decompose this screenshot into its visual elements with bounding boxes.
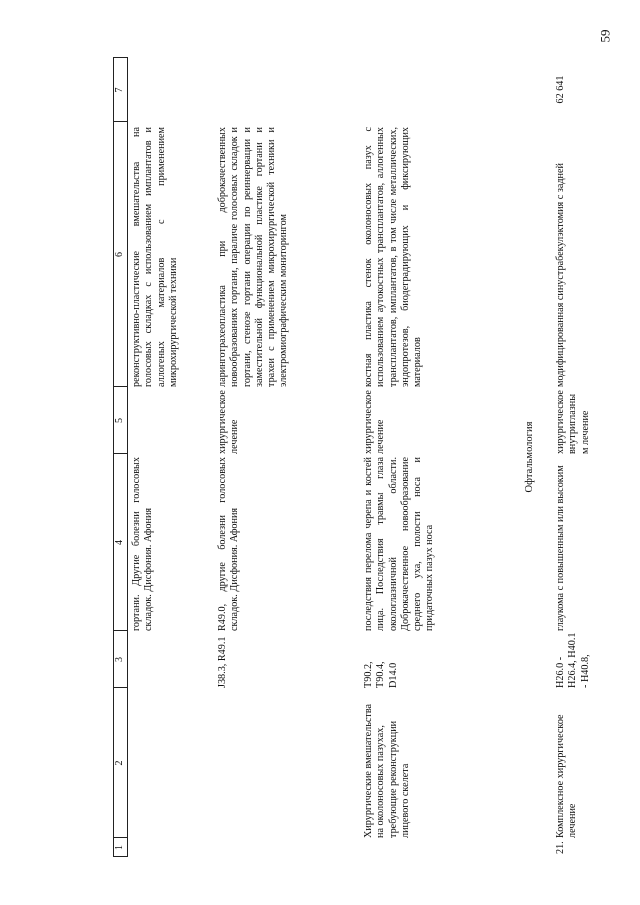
row0-method: реконструктивно-пластические вмешательства на голосовых складках с использованием имплантатов и аллогеных материалов с применением микрохирургической техники [131, 127, 179, 387]
row3-cost: 62 641 [555, 75, 566, 104]
row2-diagnosis: последствия перелома черепа и костей лица. Последствия травмы глаза окологлазничной области. Доброкачественное новообразование среднего уха, полости носа и придаточных пазух носа [363, 457, 436, 631]
page-number: 59 [597, 29, 613, 43]
header-col-2: 2 [114, 760, 125, 766]
header-bottom-rule [127, 57, 128, 857]
row3-method: модифицированная синустрабекулэктомия с задней [555, 163, 566, 387]
row3-treatment: хирургическое внутриглазным лечение [555, 390, 591, 454]
row1-method: ларинготрахеопластика при доброкачественных новообразованиях гортани, параличе голосовых складок и гортани, стенозе гортани операции по реиннервации и заместительной функциональной пластике гортани и трахеи с применением микрохирургической техники и электромиографическим мониторингом [217, 127, 290, 387]
row3-number: 21. [555, 841, 566, 854]
table-sheet [113, 57, 607, 857]
row0-diagnosis: гортани. Другие болезни голосовых складок. Дисфония. Афония [131, 457, 155, 631]
row2-intervention: Хирургические вмешательства на околоносовых пазухах, требующие реконструкции лицевого скелета [363, 703, 411, 838]
row2-codes: Т90.2, Т90.4, D14.0 [363, 661, 399, 688]
header-col-7: 7 [114, 87, 125, 93]
row1-codes: J38.3, R49.1 [217, 636, 228, 688]
row3-diagnosis: глаукома с повышенным или высоким [555, 465, 566, 631]
row3-codes: Н26.0 - Н26.4, Н40.1 - Н40.8, [555, 632, 591, 688]
row3-intervention: Комплексное хирургическое лечение [555, 714, 579, 838]
row2-method: костная пластика стенок околоносовых пазух с использованием аутокостных трансплантатов, аллогенных трансплантатов, имплантатов, в том числе металлических, эндопротезов, биодеградирующих и фиксирующих материалов [363, 127, 424, 387]
row2-treatment: хирургическое лечение [363, 390, 387, 454]
header-col-6: 6 [114, 252, 125, 257]
section-heading: Офтальмология [524, 421, 535, 493]
header-col-5: 5 [114, 418, 125, 423]
header-col-3: 3 [114, 657, 125, 662]
header-col-1: 1 [114, 845, 125, 850]
row1-diagnosis: R49.0, другие болезни голосовых складок. Дисфония. Афония [217, 457, 241, 631]
header-col-4: 4 [114, 540, 125, 545]
row1-treatment: хирургическое лечение [217, 390, 241, 454]
